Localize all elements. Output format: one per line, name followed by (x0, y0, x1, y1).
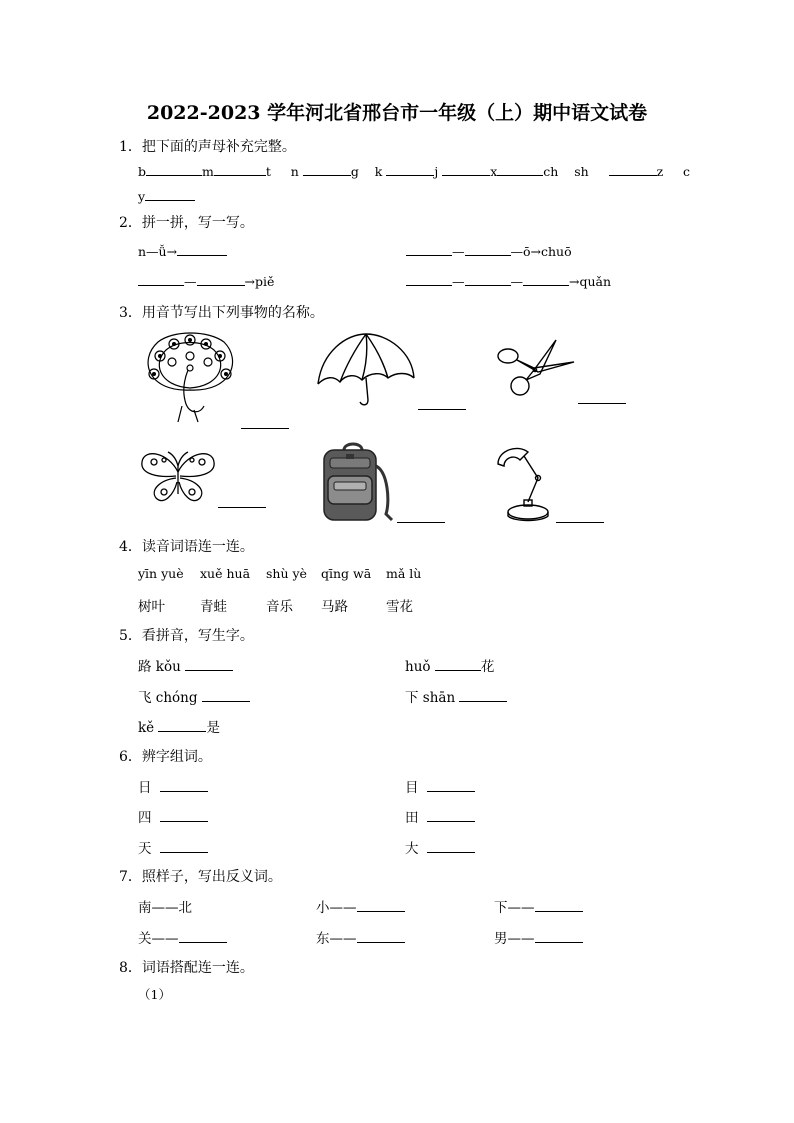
q4-pinyin-4[interactable]: mǎ lù (386, 566, 422, 581)
blank[interactable] (202, 689, 250, 702)
answer-blank-umbrella[interactable] (418, 397, 466, 410)
q5-pinyin: 路 kǒu (138, 659, 181, 675)
syllable-parts: →quǎn (569, 274, 612, 289)
blank[interactable] (185, 658, 233, 671)
blank[interactable] (214, 163, 266, 176)
blank[interactable] (179, 930, 227, 943)
blank[interactable] (386, 163, 434, 176)
blank[interactable] (160, 809, 208, 822)
q7-prompt-word: 下—— (494, 900, 535, 916)
q7-example: 南——北 (138, 900, 192, 916)
q7-item-5 (494, 927, 583, 947)
question-4-prompt: 4．读音词语连一连。 (119, 539, 254, 555)
peacock-icon (138, 330, 242, 426)
initial-y: y (138, 189, 146, 204)
answer-blank-scissors[interactable] (578, 391, 626, 404)
blank[interactable] (427, 809, 475, 822)
blank[interactable] (435, 658, 481, 671)
q7-prompt-word: 小—— (316, 900, 357, 916)
blank[interactable] (357, 899, 405, 912)
q5-char: 花 (480, 659, 495, 675)
q7-prompt-word: 男—— (494, 931, 535, 947)
answer-blank-peacock[interactable] (241, 416, 289, 429)
question-3-prompt: 3．用音节写出下列事物的名称。 (119, 305, 324, 321)
q6-item-2 (405, 776, 475, 796)
q4-word-1[interactable]: 青蛙 (200, 599, 227, 615)
blank[interactable] (406, 273, 452, 286)
syllable-parts: →piě (244, 274, 275, 289)
q6-item-5 (138, 837, 208, 857)
q6-item-6 (405, 837, 475, 857)
q4-word-0[interactable]: 树叶 (138, 599, 165, 615)
blank[interactable] (535, 930, 583, 943)
blank[interactable] (138, 273, 184, 286)
question-7-prompt: 7．照样子，写出反义词。 (119, 869, 282, 885)
blank[interactable] (465, 273, 511, 286)
dash: — (510, 274, 523, 289)
q4-word-4[interactable]: 雪花 (386, 599, 413, 615)
answer-blank-backpack[interactable] (397, 510, 445, 523)
q6-char: 四 (138, 810, 152, 826)
q2-line-1-left (138, 243, 227, 259)
dash: — (452, 244, 465, 259)
q5-pinyin: 飞 chóng (138, 690, 198, 706)
initial-ch: ch (543, 164, 559, 179)
q7-prompt-word: 关—— (138, 931, 179, 947)
question-5-prompt: 5．看拼音，写生字。 (119, 628, 254, 644)
blank[interactable] (146, 163, 202, 176)
q4-pinyin-2[interactable]: shù yè (266, 566, 307, 581)
q5-item-1 (138, 655, 233, 675)
blank[interactable] (406, 243, 452, 256)
answer-blank-butterfly[interactable] (218, 495, 266, 508)
q5-char: 是 (206, 720, 220, 736)
q2-line-1-right (406, 243, 572, 259)
syllable-parts: n—ǚ→ (138, 244, 178, 259)
dash: — (452, 274, 465, 289)
initial-t: t (265, 164, 271, 179)
blank[interactable] (357, 930, 405, 943)
blank[interactable] (160, 779, 208, 792)
initial-j: j (434, 164, 439, 179)
q6-item-4 (405, 806, 475, 826)
q6-item-1 (138, 776, 208, 796)
q4-word-2[interactable]: 音乐 (266, 599, 293, 615)
blank[interactable] (177, 243, 227, 256)
q6-char: 日 (138, 780, 152, 796)
blank[interactable] (427, 840, 475, 853)
initial-m: m (202, 164, 214, 179)
blank[interactable] (497, 163, 543, 176)
scissors-icon (494, 338, 576, 400)
q6-item-3 (138, 806, 208, 826)
blank[interactable] (535, 899, 583, 912)
q7-prompt-word: 东—— (316, 931, 357, 947)
q4-pinyin-0[interactable]: yīn yuè (138, 566, 184, 581)
initial-x: x (490, 164, 498, 179)
q2-line-2-left (138, 273, 274, 289)
blank[interactable] (160, 840, 208, 853)
initial-c: c (683, 164, 691, 179)
blank[interactable] (523, 273, 569, 286)
q4-pinyin-3[interactable]: qīng wā (321, 566, 372, 581)
desk-lamp-icon (494, 444, 554, 522)
q2-line-2-right (406, 273, 611, 289)
question-2-prompt: 2．拼一拼，写一写。 (119, 215, 254, 231)
blank[interactable] (427, 779, 475, 792)
umbrella-icon (316, 332, 416, 408)
q1-row-1 (138, 163, 690, 179)
q5-item-4 (405, 686, 507, 706)
dash: — (184, 274, 197, 289)
blank[interactable] (609, 163, 657, 176)
q6-char: 田 (405, 810, 419, 826)
q5-pinyin: 下 shān (405, 690, 456, 706)
blank[interactable] (145, 188, 195, 201)
initial-z: z (656, 164, 664, 179)
page-title: 2022-2023 学年河北省邢台市一年级（上）期中语文试卷 (146, 102, 648, 124)
blank[interactable] (158, 719, 206, 732)
q4-word-3[interactable]: 马路 (321, 599, 348, 615)
q7-item-3 (138, 927, 227, 947)
backpack-icon (318, 442, 394, 522)
q5-item-2 (405, 655, 494, 675)
blank[interactable] (303, 163, 351, 176)
q5-pinyin: kě (138, 720, 155, 736)
initial-g: g (350, 164, 359, 179)
initial-sh: sh (574, 164, 589, 179)
blank[interactable] (442, 163, 490, 176)
q6-char: 目 (405, 780, 419, 796)
blank[interactable] (197, 273, 245, 286)
q7-item-2 (494, 896, 583, 916)
initial-n: n (290, 164, 299, 179)
butterfly-icon (138, 448, 218, 504)
question-6-prompt: 6．辨字组词。 (119, 749, 212, 765)
q6-char: 天 (138, 841, 152, 857)
q5-item-5 (138, 716, 220, 736)
initial-b: b (138, 164, 147, 179)
q8-sub-label: （1） (138, 987, 171, 1002)
answer-blank-desk-lamp[interactable] (556, 510, 604, 523)
q7-item-4 (316, 927, 405, 947)
initial-k: k (374, 164, 383, 179)
q5-pinyin: huǒ (405, 659, 431, 675)
q4-pinyin-1[interactable]: xuě huā (200, 566, 251, 581)
syllable-parts: —ō→chuō (510, 244, 572, 259)
q6-char: 大 (405, 841, 419, 857)
blank[interactable] (459, 689, 507, 702)
q7-item-1 (316, 896, 405, 916)
q1-row-2 (138, 188, 195, 204)
question-1-prompt: 1．把下面的声母补充完整。 (119, 139, 296, 155)
q5-item-3 (138, 686, 250, 706)
blank[interactable] (465, 243, 511, 256)
question-8-prompt: 8．词语搭配连一连。 (119, 960, 254, 976)
